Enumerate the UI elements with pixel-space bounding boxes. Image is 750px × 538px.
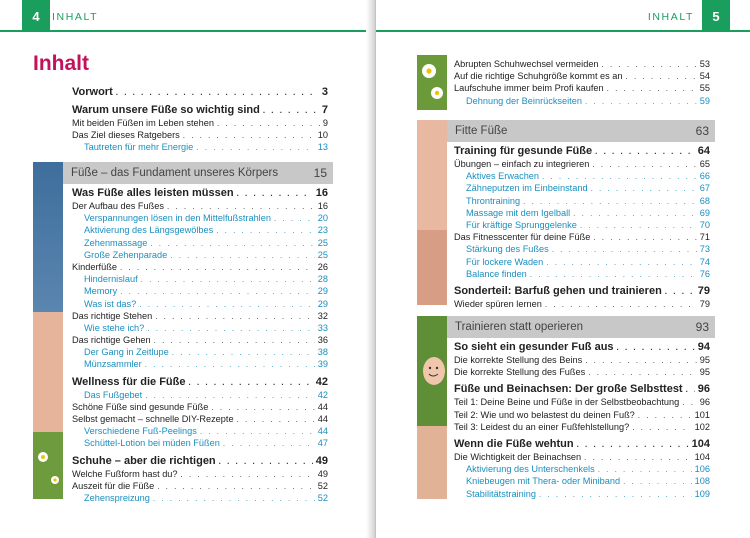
toc-entry-page: 108	[694, 476, 710, 487]
leader-dots	[626, 71, 697, 82]
toc-entry-page: 38	[317, 347, 328, 358]
toc-entry-page: 74	[699, 256, 710, 267]
toc-entry-title: Zehenspreizung	[84, 492, 150, 503]
toc-entry-title: Was Füße alles leisten müssen	[72, 187, 234, 199]
toc-entry-title: Für kräftige Sprunggelenke	[466, 219, 577, 230]
leader-dots	[216, 225, 315, 236]
toc-entry-title: Das richtige Stehen	[72, 310, 153, 321]
toc-entry-page: 53	[699, 59, 710, 69]
toc-entry	[72, 310, 328, 322]
toc-entry-page: 109	[694, 488, 710, 499]
toc-entry-page: 29	[317, 298, 328, 309]
section-header	[447, 120, 715, 142]
toc-entry	[454, 451, 710, 463]
leader-dots	[167, 201, 315, 212]
toc-entry-page: 104	[694, 451, 710, 462]
section-fitte-fuesse	[447, 120, 715, 142]
toc-entry-title: Zehenmassage	[84, 237, 148, 248]
toc-entry-page: 20	[317, 213, 328, 224]
toc-entry	[72, 358, 328, 370]
toc-entry-page: 10	[317, 130, 328, 141]
leader-dots	[153, 493, 315, 504]
leader-dots	[623, 476, 692, 487]
toc-entry	[454, 421, 710, 433]
toc-entry-title: Sonderteil: Barfuß gehen und trainieren	[454, 284, 662, 297]
toc-entry	[72, 425, 328, 437]
toc-entry-page: 65	[699, 159, 710, 169]
leader-dots	[172, 347, 315, 358]
toc-entry-title: Schuhe – aber die richtigen	[72, 454, 216, 467]
leader-dots	[120, 262, 315, 273]
left-page	[0, 0, 374, 538]
leader-dots	[552, 244, 697, 255]
toc-entry-title: Die korrekte Stellung des Beins	[454, 355, 583, 365]
leader-dots	[211, 402, 314, 413]
toc-entry-title: Mit beiden Füßen im Leben stehen	[72, 118, 214, 128]
leader-dots	[580, 220, 697, 231]
toc-entry-page: 76	[699, 268, 710, 279]
toc-entry	[72, 375, 328, 389]
leader-dots	[665, 285, 695, 298]
section-page: 15	[313, 166, 327, 180]
toc-entry	[454, 475, 710, 487]
toc-entry-title: Schüttel-Lotion bei müden Füßen	[84, 438, 220, 449]
toc-entry-title: Wellness für die Füße	[72, 375, 186, 388]
toc-entry-page: 55	[699, 83, 710, 94]
toc-entry-title: Münzsammler	[84, 359, 142, 370]
section-header	[63, 162, 333, 184]
leader-dots	[542, 171, 697, 182]
toc-entry-page: 70	[699, 219, 710, 230]
toc-entry-page: 79	[699, 298, 710, 309]
leader-dots	[139, 299, 315, 310]
toc-entry-title: Throntraining	[466, 195, 521, 206]
toc-entry	[72, 492, 328, 504]
toc-entry	[454, 182, 710, 194]
toc-entry	[72, 117, 328, 129]
toc-entry-title: Füße und Beinachsen: Der große Selbsttest	[454, 383, 683, 396]
leader-dots	[116, 86, 319, 99]
section-page: 93	[695, 320, 709, 334]
toc-entry	[72, 468, 328, 480]
section-trainieren	[447, 316, 715, 338]
toc-entry-page: 96	[697, 383, 710, 396]
toc-entry-page: 3	[321, 86, 328, 98]
toc-entry-page: 64	[697, 145, 710, 157]
running-head-right: INHALT	[647, 11, 694, 23]
section-page: 63	[695, 124, 709, 138]
toc-entry	[72, 200, 328, 212]
toc-entry	[72, 212, 328, 224]
toc-entry-page: 44	[317, 426, 328, 437]
toc-entry	[454, 354, 710, 366]
daisy-illustration	[417, 55, 447, 110]
toc-entry-title: Kniebeugen mit Thera- oder Miniband	[466, 476, 621, 487]
toc-entry-title: Massage mit dem Igelball	[466, 207, 571, 218]
toc-entry-page: 96	[699, 397, 710, 408]
running-head-left: INHALT	[52, 11, 99, 23]
toc-entry-title: Der Aufbau des Fußes	[72, 201, 164, 211]
daisy-photo	[417, 55, 447, 110]
section-title: Füße – das Fundament unseres Körpers	[71, 167, 279, 179]
toc-entry-page: 68	[699, 195, 710, 206]
leader-dots	[593, 232, 696, 243]
toc-entry	[454, 58, 710, 70]
leader-dots	[183, 130, 315, 141]
leader-dots	[607, 83, 697, 94]
toc-entry	[72, 186, 328, 200]
toc-entry	[454, 231, 710, 243]
toc-entry-page: 42	[315, 375, 328, 388]
toc-entry	[454, 409, 710, 421]
section-title: Trainieren statt operieren	[455, 321, 584, 333]
toc-entry	[454, 298, 710, 310]
toc-entry-title: Aktives Erwachen	[466, 171, 540, 182]
toc-entry-title: Balance finden	[466, 268, 527, 279]
toc-entry-title: Das Fußgebet	[84, 389, 143, 400]
toc-entry	[454, 82, 710, 94]
toc-entry-page: 25	[317, 237, 328, 248]
toc-entry-page: 104	[691, 437, 710, 450]
toc-entry-page: 33	[317, 322, 328, 333]
toc-entry	[72, 85, 328, 99]
toc-entry-page: 47	[317, 438, 328, 449]
section-fundament	[63, 162, 333, 184]
toc-entry	[454, 366, 710, 378]
toc-shoes-continued	[454, 58, 710, 107]
left-header	[0, 0, 374, 33]
leader-dots	[145, 359, 315, 370]
toc-entry-title: Tautreten für mehr Energie	[84, 142, 194, 153]
toc-entry-title: Aktivierung des Längsgewölbes	[84, 225, 214, 236]
toc-entry	[72, 103, 328, 117]
toc-entry-page: 54	[699, 71, 710, 82]
toc-entry-page: 13	[317, 142, 328, 153]
toc-entry-page: 102	[694, 421, 710, 432]
toc-entry-page: 42	[317, 389, 328, 400]
leader-dots	[592, 159, 696, 170]
toc-entry-page: 44	[317, 414, 328, 424]
leader-dots	[686, 383, 695, 396]
leader-dots	[523, 196, 697, 207]
toc-entry-page: 28	[317, 274, 328, 285]
toc-entry-title: Schöne Füße sind gesunde Füße	[72, 401, 209, 412]
header-rule	[0, 30, 374, 32]
leader-dots	[217, 118, 320, 129]
toc-entry-title: Was ist das?	[84, 298, 137, 309]
toc-entry-title: Kinderfüße	[72, 261, 117, 272]
toc-entry-page: 73	[699, 244, 710, 255]
toc-entry-title: Wie stehe ich?	[84, 322, 145, 333]
toc-entry-title: Laufschuhe immer beim Profi kaufen	[454, 83, 604, 94]
toc-entry-page: 25	[317, 249, 328, 260]
toc-entry-page: 101	[694, 409, 710, 420]
toc-entry-title: Teil 3: Leidest du an einer Fußfehlstellung?	[454, 421, 630, 432]
toc-entry-page: 7	[321, 104, 328, 116]
toc-entry	[72, 454, 328, 468]
toc-entry	[454, 158, 710, 170]
toc-entry-title: Teil 1: Deine Beine und Füße in der Selbstbeobachtung	[454, 397, 680, 408]
toc-entry-page: 67	[699, 183, 710, 194]
leader-dots	[263, 104, 319, 117]
toc-entry	[72, 285, 328, 297]
toc-entry-page: 16	[317, 201, 328, 211]
toc-entry	[72, 413, 328, 425]
toes-photo	[417, 316, 447, 499]
toc-entry	[454, 144, 710, 158]
leader-dots	[196, 142, 314, 153]
leader-dots	[200, 426, 315, 437]
toc-entry-title: Für lockere Waden	[466, 256, 544, 267]
toc-entry	[454, 437, 710, 451]
toc-entry-title: Auf die richtige Schuhgröße kommt es an	[454, 71, 623, 82]
toc-entry-title: So sieht ein gesunder Fuß aus	[454, 341, 614, 353]
toc-entry-title: Stabilitätstraining	[466, 488, 536, 499]
toc-entry-title: Wenn die Füße wehtun	[454, 437, 574, 450]
toc-entry-page: 71	[699, 232, 710, 243]
toc-entry-page: 9	[322, 118, 328, 128]
leader-dots	[545, 299, 697, 310]
toc-entry-page: 95	[699, 367, 710, 378]
toc-entry-title: Wieder spüren lernen	[454, 298, 542, 309]
toc-entry	[72, 237, 328, 249]
section-header	[447, 316, 715, 338]
feet-photo	[33, 162, 63, 499]
toc-entry	[72, 298, 328, 310]
page-number-left: 4	[22, 0, 50, 32]
toc-entry	[72, 389, 328, 401]
leader-dots	[617, 341, 695, 354]
foot-illustration	[417, 120, 447, 305]
toc-entry	[72, 480, 328, 492]
toc-entry-title: Große Zehenparade	[84, 249, 168, 260]
leader-dots	[150, 238, 314, 249]
toc-entry-page: 49	[317, 468, 328, 479]
leader-dots	[585, 355, 697, 366]
leader-dots	[181, 469, 315, 480]
leader-dots	[539, 489, 692, 500]
toc-entry-title: Die Wichtigkeit der Beinachsen	[454, 451, 582, 462]
leader-dots	[170, 250, 315, 261]
leader-dots	[219, 455, 313, 468]
toc-trainieren	[454, 340, 710, 500]
toc-entry-page: 79	[697, 284, 710, 297]
right-page	[376, 0, 750, 538]
toc-entry-page: 49	[315, 454, 328, 467]
toc-entry-page: 95	[699, 355, 710, 365]
toc-entry-title: Warum unsere Füße so wichtig sind	[72, 104, 260, 116]
leader-dots	[120, 286, 315, 297]
toc-entry	[454, 70, 710, 82]
header-rule	[376, 30, 750, 32]
toc-entry-title: Aktivierung des Unterschenkels	[466, 464, 595, 475]
leader-dots	[585, 96, 697, 107]
toc-entry-title: Auszeit für die Füße	[72, 480, 155, 491]
toc-entry	[72, 224, 328, 236]
toc-entry-title: Zähneputzen im Einbeinstand	[466, 183, 588, 194]
page-number-right: 5	[702, 0, 730, 32]
feet-photo-illustration	[33, 162, 63, 499]
foot-photo	[417, 120, 447, 305]
section-title: Fitte Füße	[455, 125, 508, 137]
toc-entry-page: 29	[317, 286, 328, 297]
toc-entry-title: Hindernislauf	[84, 274, 138, 285]
toc-entry-page: 106	[694, 464, 710, 475]
toc-entry-page: 44	[317, 401, 328, 412]
toc-entry-title: Teil 2: Wie und wo belastest du deinen Fuß?	[454, 409, 635, 420]
leader-dots	[682, 397, 697, 408]
toc-entry-page: 52	[317, 480, 328, 491]
leader-dots	[602, 59, 697, 70]
toc-entry-title: Verspannungen lösen in den Mittelfußstrahlen	[84, 213, 271, 224]
toc-fundament	[72, 186, 328, 504]
toc-entry-page: 94	[697, 341, 710, 353]
toc-entry	[454, 268, 710, 280]
toc-entry	[454, 170, 710, 182]
toc-entry	[72, 129, 328, 141]
leader-dots	[591, 183, 697, 194]
toc-entry-title: Abrupten Schuhwechsel vermeiden	[454, 59, 599, 69]
right-header	[376, 0, 750, 33]
toc-entry	[454, 207, 710, 219]
toc-entry-page: 26	[317, 261, 328, 272]
toc-entry-page: 23	[317, 225, 328, 236]
leader-dots	[223, 438, 315, 449]
toc-entry	[454, 243, 710, 255]
toc-entry-title: Das Ziel dieses Ratgebers	[72, 130, 180, 141]
toc-entry	[454, 95, 710, 107]
leader-dots	[155, 311, 315, 322]
leader-dots	[598, 464, 692, 475]
leader-dots	[274, 213, 315, 224]
toc-entry	[72, 401, 328, 413]
toc-entry	[72, 322, 328, 334]
leader-dots	[237, 414, 315, 425]
toc-entry-page: 59	[699, 95, 710, 106]
toc-entry-page: 52	[317, 492, 328, 503]
leader-dots	[577, 438, 689, 451]
toc-entry	[454, 340, 710, 354]
toc-entry-title: Welche Fußform hast du?	[72, 468, 178, 479]
toes-illustration	[417, 316, 447, 499]
leader-dots	[584, 452, 692, 463]
toc-entry-page: 66	[699, 171, 710, 182]
leader-dots	[189, 376, 313, 389]
toc-entry-page: 36	[317, 335, 328, 346]
toc-entry-page: 32	[317, 310, 328, 321]
toc-entry-title: Vorwort	[72, 86, 113, 98]
toc-entry	[454, 488, 710, 500]
toc-entry-title: Stärkung des Fußes	[466, 244, 549, 255]
toc-entry-title: Dehnung der Beinrückseiten	[466, 95, 582, 106]
toc-entry	[454, 219, 710, 231]
toc-entry-title: Der Gang in Zeitlupe	[84, 347, 169, 358]
toc-entry	[72, 346, 328, 358]
leader-dots	[638, 410, 692, 421]
leader-dots	[154, 335, 315, 346]
toc-entry-title: Das Fitnesscenter für deine Füße	[454, 232, 591, 243]
toc-entry-page: 69	[699, 207, 710, 218]
toc-entry	[72, 273, 328, 285]
toc-entry-title: Memory	[84, 286, 118, 297]
toc-entry-title: Training für gesunde Füße	[454, 145, 593, 157]
leader-dots	[141, 274, 315, 285]
toc-entry-page: 39	[317, 359, 328, 370]
toc-entry	[454, 382, 710, 396]
toc-entry	[72, 249, 328, 261]
leader-dots	[145, 390, 315, 401]
toc-entry	[454, 463, 710, 475]
toc-entry-title: Übungen – einfach zu integrieren	[454, 159, 590, 169]
leader-dots	[632, 422, 691, 433]
toc-entry	[454, 396, 710, 408]
toc-entry-page: 16	[315, 187, 328, 199]
toc-entry-title: Die korrekte Stellung des Fußes	[454, 367, 586, 378]
toc-entry	[454, 256, 710, 268]
toc-entry	[72, 141, 328, 153]
leader-dots	[546, 257, 696, 268]
toc-entry-title: Selbst gemacht – schnelle DIY-Rezepte	[72, 414, 234, 424]
leader-dots	[588, 367, 697, 378]
leader-dots	[237, 187, 313, 200]
toc-entry-title: Verschiedene Fuß-Peelings	[84, 426, 197, 437]
leader-dots	[573, 208, 697, 219]
toc-entry	[454, 195, 710, 207]
toc-entry	[72, 334, 328, 346]
page-title: Inhalt	[33, 52, 89, 75]
toc-entry	[72, 437, 328, 449]
leader-dots	[595, 145, 695, 158]
toc-entry	[72, 261, 328, 273]
toc-intro	[72, 85, 328, 154]
leader-dots	[157, 481, 315, 492]
toc-entry	[454, 284, 710, 298]
toc-fitte-fuesse	[454, 144, 710, 310]
leader-dots	[147, 323, 315, 334]
toc-entry-title: Das richtige Gehen	[72, 335, 151, 346]
leader-dots	[530, 269, 697, 280]
